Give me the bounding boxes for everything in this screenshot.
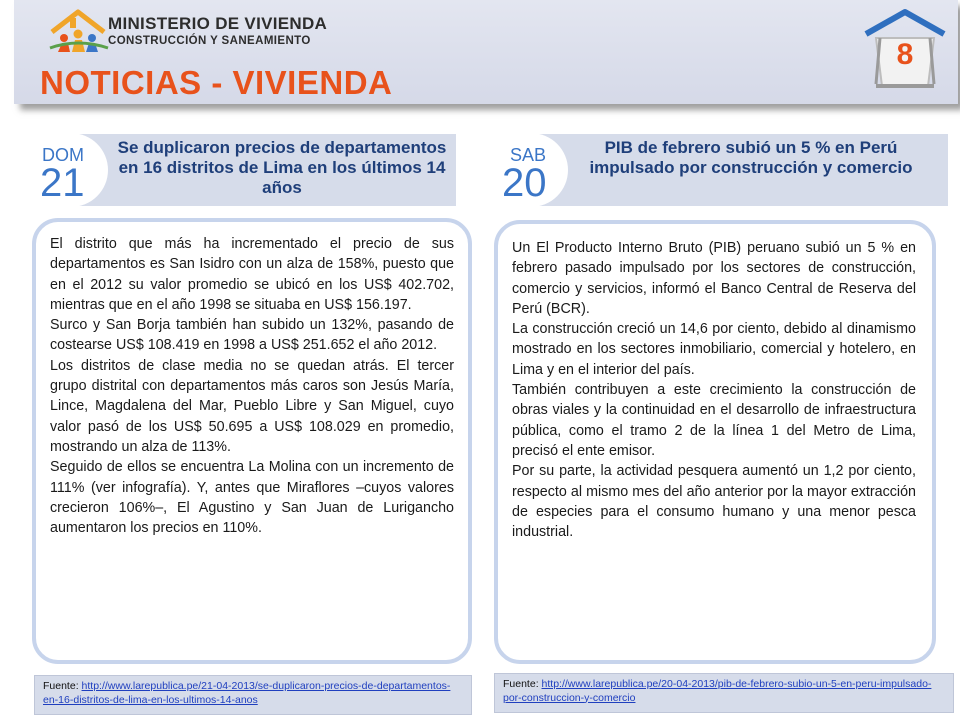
day-name: SAB [510,145,547,165]
news-paragraph: Seguido de ellos se encuentra La Molina con un incremento de 111% (ver infografía). Y, antes que Miraflores –cuyos valores crecieron 106%–, El Agustino y San Juan de Lurigancho aumentaron los precios en 110%. [50,459,454,537]
ministry-subtitle: CONSTRUCCIÓN Y SANEAMIENTO [108,35,311,47]
day-number: 21 [40,161,85,205]
section-title: NOTICIAS - VIVIENDA [40,64,393,101]
news-title: PIB de febrero subió un 5 % en Perú impulsado por construcción y comercio [589,138,913,177]
news-paragraph: Los distritos de clase media no se quedan atrás. El tercer grupo distrital con departamentos más caros son Jesús María, Lince, Magdalena del Mar, Pueblo Libre y San Miguel, cuyo valor pasó de los US$ 50.695 a US$ 108.029 en promedio, mostrando un alza de 113%. [50,357,454,455]
ministry-name: MINISTERIO DE VIVIENDA [108,14,328,33]
day-name: DOM [42,145,84,165]
news-paragraph: Por su parte, la actividad pesquera aumentó un 1,2 por ciento, respecto al mismo mes del año anterior por la mayor extracción de especies para el consumo humano y una menor pesca industrial. [512,463,916,541]
source-label: Fuente: [43,680,79,692]
page-number: 8 [896,38,914,71]
source-box [494,673,954,713]
news-paragraph: El distrito que más ha incrementado el precio de sus departamentos es San Isidro con un alza de 158%, puesto que en el 2012 su valor promedio se ubicó en los US$ 402.702, mientras que en el año 1998 se situaba en US$ 156.197. [50,236,454,313]
news-paragraph: Un El Producto Interno Bruto (PIB) peruano subió un 5 % en febrero pasado impulsado por los sectores de construcción, comercio y servicios, informó el Banco Central de Reserva del Perú (BCR). [512,240,916,317]
news-paragraph: También contribuyen a este crecimiento la construcción de obras viales y la continuidad en el desarrollo de infraestructura pública, como el tramo 2 de la línea 1 del Metro de Lima, precisó el ente emisor. [512,382,916,459]
day-number: 20 [502,161,547,205]
news-paragraph: La construcción creció un 14,6 por ciento, debido al dinamismo mostrado en los sectores inmobiliario, comercial y hotelero, en Lima y en el interior del país. [512,321,916,378]
news-body [50,234,454,538]
news-body [512,238,916,542]
news-title: Se duplicaron precios de departamentos en 16 distritos de Lima en los últimos 14 años [117,138,447,197]
news-paragraph: Surco y San Borja también han subido un 132%, pasando de costearse US$ 108.419 en 1998 a US$ 251.652 el año 2012. [50,317,454,354]
source-label: Fuente: [503,678,539,690]
source-box [34,675,472,715]
source-link[interactable]: http://www.larepublica.pe/20-04-2013/pib-de-febrero-subio-un-5-en-peru-impulsado-por-construccion-y-comercio [503,678,932,704]
header-banner [14,0,958,104]
source-link[interactable]: http://www.larepublica.pe/21-04-2013/se-duplicaron-precios-de-departamentos-en-16-distritos-de-lima-en-los-ultimos-14-anos [43,680,451,706]
